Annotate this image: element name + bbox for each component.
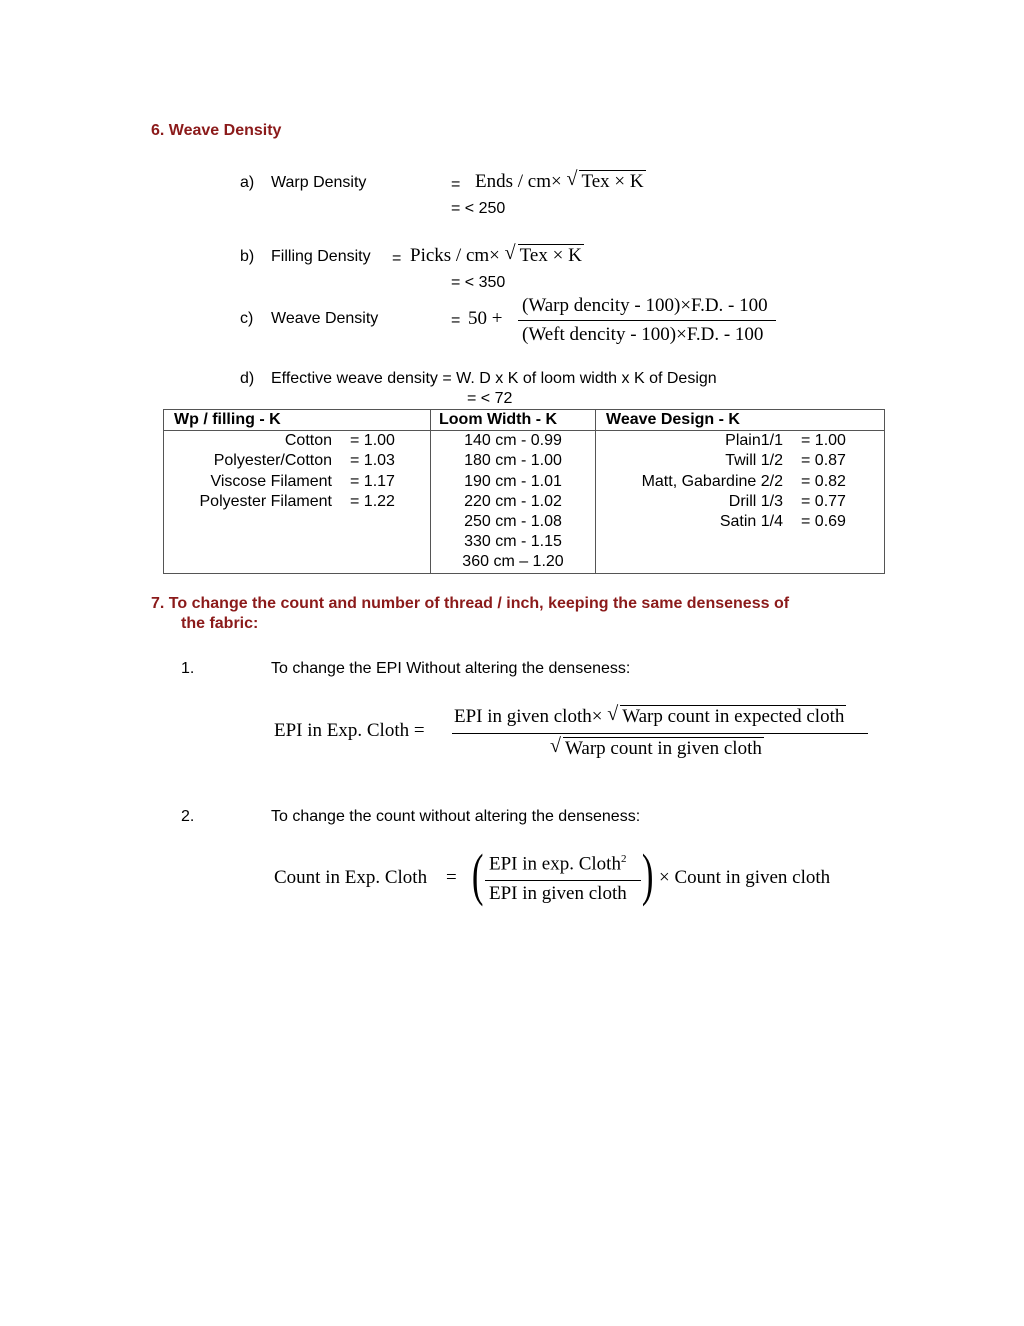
radicand: Tex × K xyxy=(519,245,582,266)
fiber-name: Polyester Filament xyxy=(199,492,332,510)
loom-width-row: 220 cm - 1.02 xyxy=(464,492,562,510)
sqrt-tex-k xyxy=(566,168,645,193)
fiber-k: = 1.22 xyxy=(350,492,395,510)
item-a-label: a) xyxy=(240,174,255,191)
section-7-heading-line1: 7. To change the count and number of thread / inch, keeping the same denseness of xyxy=(151,595,790,612)
weave-design-column xyxy=(596,431,885,573)
warp-density-equals: = xyxy=(451,176,461,193)
count-formula-lhs: Count in Exp. Cloth xyxy=(274,867,428,888)
weave-density-lead: 50 + xyxy=(468,308,503,329)
section-7-heading-line2: the fabric: xyxy=(181,615,259,632)
section-6-heading: 6. Weave Density xyxy=(151,122,282,139)
effective-weave-density-limit: = < 72 xyxy=(467,390,513,407)
fiber-name: Polyester/Cotton xyxy=(213,452,332,470)
picks-per-cm: Picks / cm xyxy=(410,245,490,266)
fiber-row xyxy=(164,472,430,492)
filling-density-formula xyxy=(410,242,584,267)
radicand: Tex × K xyxy=(581,171,644,192)
item-2-number: 2. xyxy=(181,808,195,825)
fiber-k: = 1.17 xyxy=(350,472,395,490)
weave-density-numerator: (Warp dencity - 100)×F.D. - 100 xyxy=(522,295,768,316)
loom-width-row: 140 cm - 0.99 xyxy=(464,432,562,450)
fiber-k: = 1.03 xyxy=(350,452,395,470)
epi-formula-numerator xyxy=(454,703,846,728)
design-name: Twill 1/2 xyxy=(725,452,783,470)
design-k: = 0.77 xyxy=(801,492,846,510)
epi-formula-denominator xyxy=(550,735,764,760)
exponent: 2 xyxy=(620,853,627,865)
warp-density-label: Warp Density xyxy=(271,174,367,191)
ends-per-cm: Ends / cm xyxy=(475,171,551,192)
design-k: = 0.87 xyxy=(801,452,846,470)
fraction-bar xyxy=(485,880,641,881)
radical-sign: √ xyxy=(550,735,561,757)
times-symbol: × xyxy=(551,171,562,192)
loom-width-column xyxy=(431,431,596,573)
design-k: = 0.82 xyxy=(801,472,846,490)
fiber-row xyxy=(164,451,430,471)
table-header-row xyxy=(164,410,885,431)
fiber-k: = 1.00 xyxy=(350,432,395,450)
design-name: Matt, Gabardine 2/2 xyxy=(641,472,783,490)
design-row xyxy=(596,512,884,532)
filling-density-equals: = xyxy=(392,250,402,267)
warp-density-limit: = < 250 xyxy=(451,200,506,217)
loom-width-row: 180 cm - 1.00 xyxy=(464,452,562,470)
design-row xyxy=(596,451,884,471)
radicand: Warp count in expected cloth xyxy=(622,706,845,727)
fraction-bar xyxy=(452,733,868,734)
right-paren: ) xyxy=(641,842,654,907)
sqrt-tex-k xyxy=(504,242,584,267)
item-d-label: d) xyxy=(240,370,255,387)
loom-width-row: 360 cm – 1.20 xyxy=(462,553,564,571)
weave-density-label: Weave Density xyxy=(271,310,379,327)
radical-sign: √ xyxy=(504,242,516,264)
filling-density-label: Filling Density xyxy=(271,248,371,265)
count-formula-equals: = xyxy=(446,867,457,888)
times-symbol: × xyxy=(489,245,500,266)
design-name: Plain1/1 xyxy=(725,432,783,450)
k-factor-table xyxy=(163,409,885,574)
fiber-name: Cotton xyxy=(284,432,332,450)
effective-weave-density: Effective weave density = W. D x K of loom width x K of Design xyxy=(271,370,717,387)
times-symbol: × xyxy=(591,706,603,727)
left-paren: ( xyxy=(471,842,484,907)
radical-sign: √ xyxy=(566,168,578,190)
item-c-label: c) xyxy=(240,310,254,327)
count-formula-numerator xyxy=(489,853,626,875)
item-1-number: 1. xyxy=(181,660,195,677)
warp-density-formula xyxy=(475,168,646,193)
design-k: = 0.69 xyxy=(801,513,846,531)
item-1-text: To change the EPI Without altering the denseness: xyxy=(271,660,631,677)
loom-width-row: 190 cm - 1.01 xyxy=(464,472,562,490)
design-name: Drill 1/3 xyxy=(728,492,783,510)
loom-width-row: 250 cm - 1.08 xyxy=(464,513,562,531)
weave-density-equals: = xyxy=(451,312,461,329)
design-row xyxy=(596,431,884,451)
header-loom-width: Loom Width - K xyxy=(431,410,596,431)
design-row xyxy=(596,492,884,512)
radicand: Warp count in given cloth xyxy=(565,738,762,759)
design-k: = 1.00 xyxy=(801,432,846,450)
sqrt-warp-count-expected xyxy=(607,703,846,728)
table-body-row xyxy=(164,431,885,573)
loom-width-row: 330 cm - 1.15 xyxy=(464,533,562,551)
fiber-name: Viscose Filament xyxy=(210,472,332,490)
count-formula-tail: × Count in given cloth xyxy=(659,867,831,888)
design-name: Satin 1/4 xyxy=(719,513,783,531)
item-b-label: b) xyxy=(240,248,255,265)
radical-sign: √ xyxy=(607,703,619,725)
count-formula-denominator: EPI in given cloth xyxy=(489,883,627,904)
fiber-row xyxy=(164,431,430,451)
design-row xyxy=(596,472,884,492)
filling-density-limit: = < 350 xyxy=(451,274,506,291)
sqrt-warp-count-given xyxy=(550,735,764,760)
epi-formula-lhs: EPI in Exp. Cloth = xyxy=(274,720,425,741)
weave-density-denominator: (Weft dencity - 100)×F.D. - 100 xyxy=(522,324,764,345)
epi-given-cloth: EPI in given cloth xyxy=(454,706,592,727)
item-2-text: To change the count without altering the denseness: xyxy=(271,808,641,825)
epi-exp-cloth: EPI in exp. Cloth xyxy=(489,853,621,875)
header-weave-design: Weave Design - K xyxy=(596,410,885,431)
fraction-bar xyxy=(518,320,776,321)
header-fiber: Wp / filling - K xyxy=(164,410,431,431)
fiber-row xyxy=(164,492,430,512)
fiber-column xyxy=(164,431,431,573)
